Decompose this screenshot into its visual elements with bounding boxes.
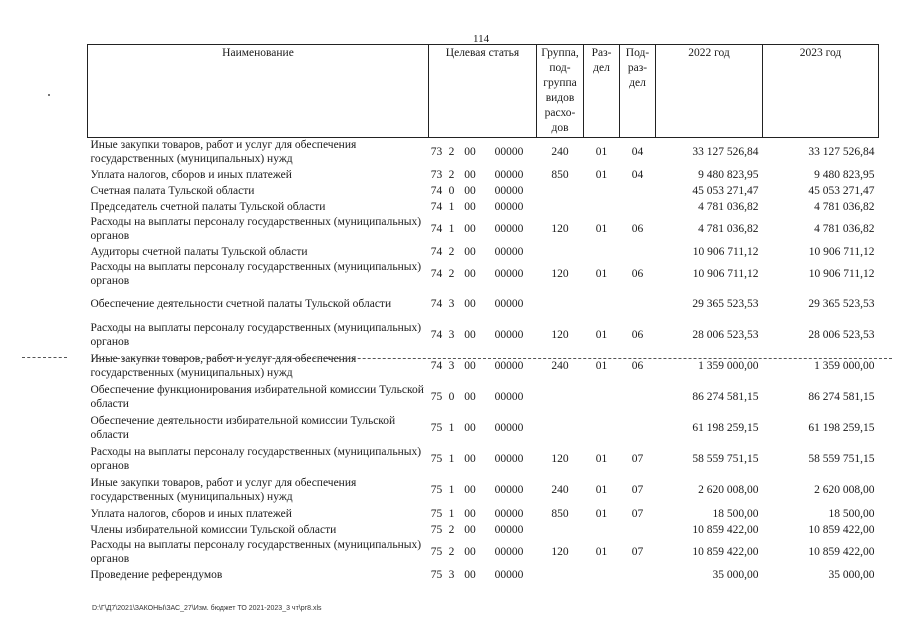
header-name: Наименование <box>88 45 429 138</box>
subsection <box>620 289 656 320</box>
target-code-3: 00 <box>464 200 476 213</box>
table-row <box>88 538 879 567</box>
section <box>584 183 620 199</box>
amount-2023: 61 198 259,15 <box>808 422 875 434</box>
subsection: 06 <box>631 268 644 280</box>
subsection: 06 <box>631 360 644 372</box>
amount-2022: 35 000,00 <box>712 568 759 581</box>
section <box>584 567 620 583</box>
table-row <box>88 138 879 167</box>
target-code-4: 00000 <box>494 391 524 403</box>
target-code-1: 75 <box>430 546 443 558</box>
amount-2023: 58 559 751,15 <box>808 453 875 465</box>
target-code-2: 2 <box>448 245 455 258</box>
target-code-2: 2 <box>448 268 455 280</box>
target-code-1: 75 <box>430 391 443 403</box>
row-name: Расходы на выплаты персоналу государственных (муниципальных) органов <box>90 539 422 565</box>
amount-2023: 10 859 422,00 <box>808 523 875 536</box>
scan-fold-line <box>92 358 892 359</box>
expense-group: 120 <box>551 268 569 280</box>
amount-2023: 33 127 526,84 <box>808 146 875 159</box>
subsection: 06 <box>631 329 644 341</box>
target-code-4: 00000 <box>494 360 524 372</box>
row-name: Уплата налогов, сборов и иных платежей <box>90 507 292 520</box>
target-code-3: 00 <box>464 453 476 465</box>
target-code-4: 00000 <box>494 568 524 581</box>
amount-2022: 10 859 422,00 <box>692 523 759 536</box>
table-row <box>88 506 879 522</box>
target-code-3: 00 <box>464 245 476 258</box>
target-code-4: 00000 <box>494 523 524 536</box>
amount-2022: 4 781 036,82 <box>698 200 759 213</box>
target-code-3: 00 <box>464 484 476 496</box>
expense-group: 120 <box>551 546 569 558</box>
amount-2022: 10 906 711,12 <box>692 245 759 258</box>
amount-2022: 10 859 422,00 <box>692 546 759 558</box>
expense-group <box>537 567 584 583</box>
subsection <box>620 382 656 413</box>
target-code-1: 74 <box>430 268 443 280</box>
target-code-4: 00000 <box>494 268 524 280</box>
expense-group: 240 <box>551 484 569 496</box>
amount-2022: 33 127 526,84 <box>692 146 759 159</box>
row-name: Иные закупки товаров, работ и услуг для обеспечения государственных (муниципальных) нужд <box>90 139 357 166</box>
row-name: Иные закупки товаров, работ и услуг для обеспечения государственных (муниципальных) нужд <box>90 477 357 503</box>
section: 01 <box>595 484 608 496</box>
amount-2023: 4 781 036,82 <box>814 200 875 213</box>
section: 01 <box>595 329 608 341</box>
table-row <box>88 351 879 382</box>
amount-2023: 86 274 581,15 <box>808 391 875 403</box>
table-row <box>88 260 879 289</box>
subsection: 06 <box>631 223 644 235</box>
subsection: 07 <box>631 546 644 558</box>
section: 01 <box>595 223 608 235</box>
expense-group: 240 <box>551 360 569 372</box>
target-code-1: 74 <box>430 245 443 258</box>
row-name: Уплата налогов, сборов и иных платежей <box>90 168 292 181</box>
row-name: Аудиторы счетной палаты Тульской области <box>90 245 308 258</box>
target-code-4: 00000 <box>494 422 524 434</box>
table-row <box>88 413 879 444</box>
table-row <box>88 215 879 244</box>
row-name: Председатель счетной палаты Тульской области <box>90 200 326 213</box>
row-name: Расходы на выплаты персоналу государственных (муниципальных) органов <box>90 261 422 287</box>
target-code-2: 1 <box>448 507 455 520</box>
expense-group <box>537 199 584 215</box>
amount-2023: 4 781 036,82 <box>814 223 875 235</box>
target-code-2: 0 <box>448 184 455 197</box>
section <box>584 522 620 538</box>
target-code-1: 75 <box>430 523 443 536</box>
expense-group: 120 <box>551 453 569 465</box>
header-group: Группа, под-группа видов расхо-дов <box>537 45 584 138</box>
expense-group: 850 <box>551 168 569 181</box>
target-code-2: 1 <box>448 453 455 465</box>
row-name: Обеспечение деятельности счетной палаты Тульской области <box>90 298 392 310</box>
header-subsection: Под-раз-дел <box>620 45 656 138</box>
scan-fold-line <box>22 357 67 358</box>
target-code-4: 00000 <box>494 245 524 258</box>
header-section: Раз-дел <box>584 45 620 138</box>
table-row <box>88 167 879 183</box>
section: 01 <box>595 453 608 465</box>
subsection: 07 <box>631 484 644 496</box>
subsection <box>620 183 656 199</box>
target-code-4: 00000 <box>494 146 524 159</box>
target-code-4: 00000 <box>494 168 524 181</box>
amount-2022: 2 620 008,00 <box>698 484 759 496</box>
row-name: Расходы на выплаты персоналу государственных (муниципальных) органов <box>90 216 422 242</box>
target-code-2: 2 <box>448 523 455 536</box>
target-code-1: 75 <box>430 484 443 496</box>
target-code-1: 75 <box>430 507 443 520</box>
section: 01 <box>595 507 608 520</box>
target-code-3: 00 <box>464 146 476 159</box>
section: 01 <box>595 168 608 181</box>
subsection: 04 <box>631 146 644 159</box>
expense-group <box>537 183 584 199</box>
row-name: Расходы на выплаты персоналу государственных (муниципальных) органов <box>90 446 422 472</box>
target-code-2: 3 <box>448 329 455 341</box>
section: 01 <box>595 546 608 558</box>
target-code-1: 73 <box>430 146 443 159</box>
target-code-4: 00000 <box>494 546 524 558</box>
expense-group: 240 <box>551 146 569 159</box>
target-code-1: 74 <box>430 200 443 213</box>
amount-2022: 29 365 523,53 <box>692 298 759 310</box>
target-code-4: 00000 <box>494 329 524 341</box>
row-name: Обеспечение функционирования избирательной комиссии Тульской области <box>90 384 424 410</box>
target-code-1: 74 <box>430 298 443 310</box>
row-name: Члены избирательной комиссии Тульской области <box>90 523 337 536</box>
section <box>584 244 620 260</box>
target-code-4: 00000 <box>494 484 524 496</box>
target-code-3: 00 <box>464 360 476 372</box>
table-row <box>88 522 879 538</box>
amount-2022: 45 053 271,47 <box>692 184 759 197</box>
target-code-3: 00 <box>464 568 476 581</box>
table-row <box>88 244 879 260</box>
expense-group: 850 <box>551 507 569 520</box>
scan-artifact <box>48 94 50 96</box>
subsection <box>620 413 656 444</box>
target-code-2: 1 <box>448 200 455 213</box>
target-code-2: 1 <box>448 484 455 496</box>
subsection: 07 <box>631 507 644 520</box>
subsection <box>620 244 656 260</box>
amount-2022: 28 006 523,53 <box>692 329 759 341</box>
target-code-4: 00000 <box>494 184 524 197</box>
section <box>584 413 620 444</box>
target-code-4: 00000 <box>494 298 524 310</box>
amount-2022: 9 480 823,95 <box>698 168 759 181</box>
budget-table <box>87 44 879 583</box>
target-code-1: 73 <box>430 168 443 181</box>
amount-2023: 1 359 000,00 <box>814 360 875 372</box>
expense-group <box>537 382 584 413</box>
amount-2022: 4 781 036,82 <box>698 223 759 235</box>
amount-2023: 10 906 711,12 <box>808 245 875 258</box>
target-code-1: 74 <box>430 329 443 341</box>
expense-group: 120 <box>551 329 569 341</box>
row-name: Иные закупки товаров, работ и услуг для обеспечения государственных (муниципальных) нужд <box>90 353 357 379</box>
target-code-4: 00000 <box>494 507 524 520</box>
target-code-2: 2 <box>448 168 455 181</box>
section: 01 <box>595 268 608 280</box>
section <box>584 382 620 413</box>
expense-group <box>537 289 584 320</box>
target-code-2: 0 <box>448 391 455 403</box>
table-row <box>88 382 879 413</box>
amount-2022: 86 274 581,15 <box>692 391 759 403</box>
table-row <box>88 199 879 215</box>
amount-2022: 10 906 711,12 <box>692 268 759 280</box>
table-row <box>88 444 879 475</box>
target-code-1: 74 <box>430 360 443 372</box>
subsection <box>620 199 656 215</box>
target-code-3: 00 <box>464 507 476 520</box>
amount-2023: 10 906 711,12 <box>808 268 875 280</box>
expense-group <box>537 244 584 260</box>
table-header-row <box>88 45 879 138</box>
target-code-1: 75 <box>430 568 443 581</box>
target-code-2: 1 <box>448 422 455 434</box>
row-name: Расходы на выплаты персоналу государственных (муниципальных) органов <box>90 322 422 348</box>
section: 01 <box>595 146 608 159</box>
section: 01 <box>595 360 608 372</box>
target-code-2: 2 <box>448 146 455 159</box>
amount-2023: 18 500,00 <box>828 507 875 520</box>
amount-2022: 58 559 751,15 <box>692 453 759 465</box>
target-code-1: 74 <box>430 184 443 197</box>
target-code-1: 75 <box>430 453 443 465</box>
target-code-4: 00000 <box>494 453 524 465</box>
amount-2023: 45 053 271,47 <box>808 184 875 197</box>
target-code-3: 00 <box>464 298 476 310</box>
table-row <box>88 475 879 506</box>
target-code-3: 00 <box>464 329 476 341</box>
target-code-4: 00000 <box>494 200 524 213</box>
amount-2023: 9 480 823,95 <box>814 168 875 181</box>
section <box>584 289 620 320</box>
page-number: 114 <box>473 33 490 45</box>
target-code-2: 3 <box>448 298 455 310</box>
row-name: Проведение референдумов <box>90 568 223 581</box>
target-code-1: 74 <box>430 223 443 235</box>
target-code-3: 00 <box>464 546 476 558</box>
amount-2023: 35 000,00 <box>828 568 875 581</box>
amount-2023: 29 365 523,53 <box>808 298 875 310</box>
target-code-3: 00 <box>464 523 476 536</box>
section <box>584 199 620 215</box>
expense-group: 120 <box>551 223 569 235</box>
target-code-3: 00 <box>464 391 476 403</box>
amount-2022: 18 500,00 <box>712 507 759 520</box>
target-code-3: 00 <box>464 268 476 280</box>
header-target: Целевая статья <box>429 45 537 138</box>
row-name: Счетная палата Тульской области <box>90 184 255 197</box>
amount-2022: 61 198 259,15 <box>692 422 759 434</box>
table-row <box>88 320 879 351</box>
table-row <box>88 183 879 199</box>
expense-group <box>537 413 584 444</box>
target-code-3: 00 <box>464 223 476 235</box>
amount-2022: 1 359 000,00 <box>698 360 759 372</box>
table-row <box>88 567 879 583</box>
target-code-1: 75 <box>430 422 443 434</box>
subsection: 07 <box>631 453 644 465</box>
target-code-3: 00 <box>464 422 476 434</box>
subsection <box>620 522 656 538</box>
table-row <box>88 289 879 320</box>
target-code-3: 00 <box>464 184 476 197</box>
target-code-2: 3 <box>448 360 455 372</box>
expense-group <box>537 522 584 538</box>
header-2022: 2022 год <box>656 45 763 138</box>
target-code-3: 00 <box>464 168 476 181</box>
target-code-2: 1 <box>448 223 455 235</box>
file-path-footer: D:\Г\Д7\2021\ЗАКОНЫ\ЗАС_27\Изм. бюджет ТО 2021-2023_3 чт\рг8.xls <box>92 605 322 612</box>
subsection <box>620 567 656 583</box>
subsection: 04 <box>631 168 644 181</box>
amount-2023: 28 006 523,53 <box>808 329 875 341</box>
row-name: Обеспечение деятельности избирательной комиссии Тульской области <box>90 415 396 441</box>
target-code-2: 2 <box>448 546 455 558</box>
target-code-2: 3 <box>448 568 455 581</box>
target-code-4: 00000 <box>494 223 524 235</box>
amount-2023: 2 620 008,00 <box>814 484 875 496</box>
header-2023: 2023 год <box>763 45 879 138</box>
amount-2023: 10 859 422,00 <box>808 546 875 558</box>
